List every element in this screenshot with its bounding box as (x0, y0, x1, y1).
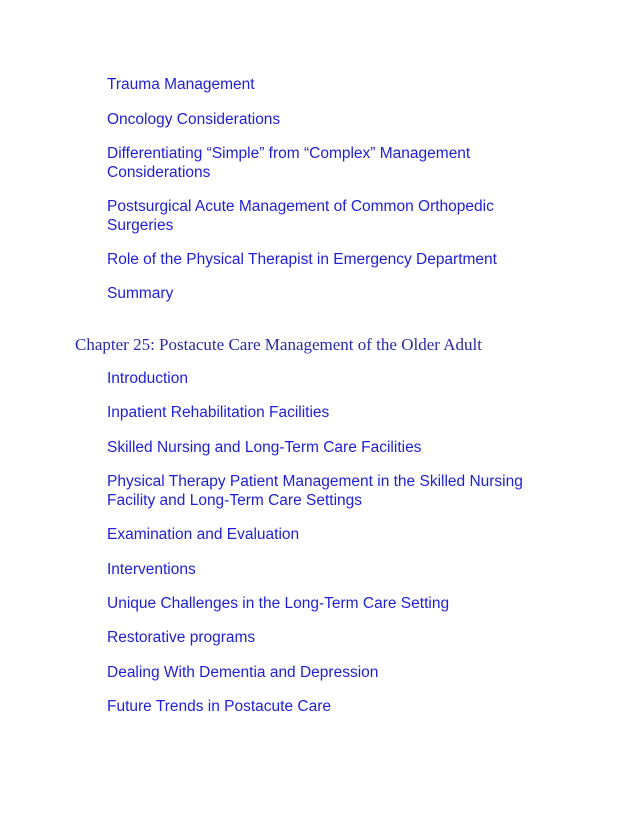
toc-link-differentiating-management[interactable]: Differentiating “Simple” from “Complex” Management Considerations (107, 145, 471, 181)
toc-link-role-of-physical-therapist[interactable]: Role of the Physical Therapist in Emergency Department (107, 251, 497, 268)
toc-link-trauma-management[interactable]: Trauma Management (107, 76, 255, 93)
toc-link-postsurgical-management[interactable]: Postsurgical Acute Management of Common Orthopedic Surgeries (107, 198, 494, 234)
toc-link-interventions[interactable]: Interventions (107, 561, 196, 578)
toc-link-skilled-nursing[interactable]: Skilled Nursing and Long-Term Care Facilities (107, 439, 422, 456)
toc-link-inpatient-rehabilitation[interactable]: Inpatient Rehabilitation Facilities (107, 404, 330, 421)
toc-link-dementia-depression[interactable]: Dealing With Dementia and Depression (107, 664, 379, 681)
toc-link-oncology-considerations[interactable]: Oncology Considerations (107, 111, 281, 128)
toc-link-physical-therapy-patient-management[interactable]: Physical Therapy Patient Management in the Skilled Nursing Facility and Long-Term Care Settings (107, 473, 523, 509)
toc-link-examination-evaluation[interactable]: Examination and Evaluation (107, 526, 300, 543)
toc-link-summary[interactable]: Summary (107, 285, 174, 302)
chapter-heading: Chapter 25: Postacute Care Management of the Older Adult (75, 335, 482, 354)
toc-link-future-trends[interactable]: Future Trends in Postacute Care (107, 698, 332, 715)
toc-link-unique-challenges[interactable]: Unique Challenges in the Long-Term Care Setting (107, 595, 450, 612)
toc-link-restorative-programs[interactable]: Restorative programs (107, 629, 256, 646)
toc-link-introduction[interactable]: Introduction (107, 370, 188, 387)
